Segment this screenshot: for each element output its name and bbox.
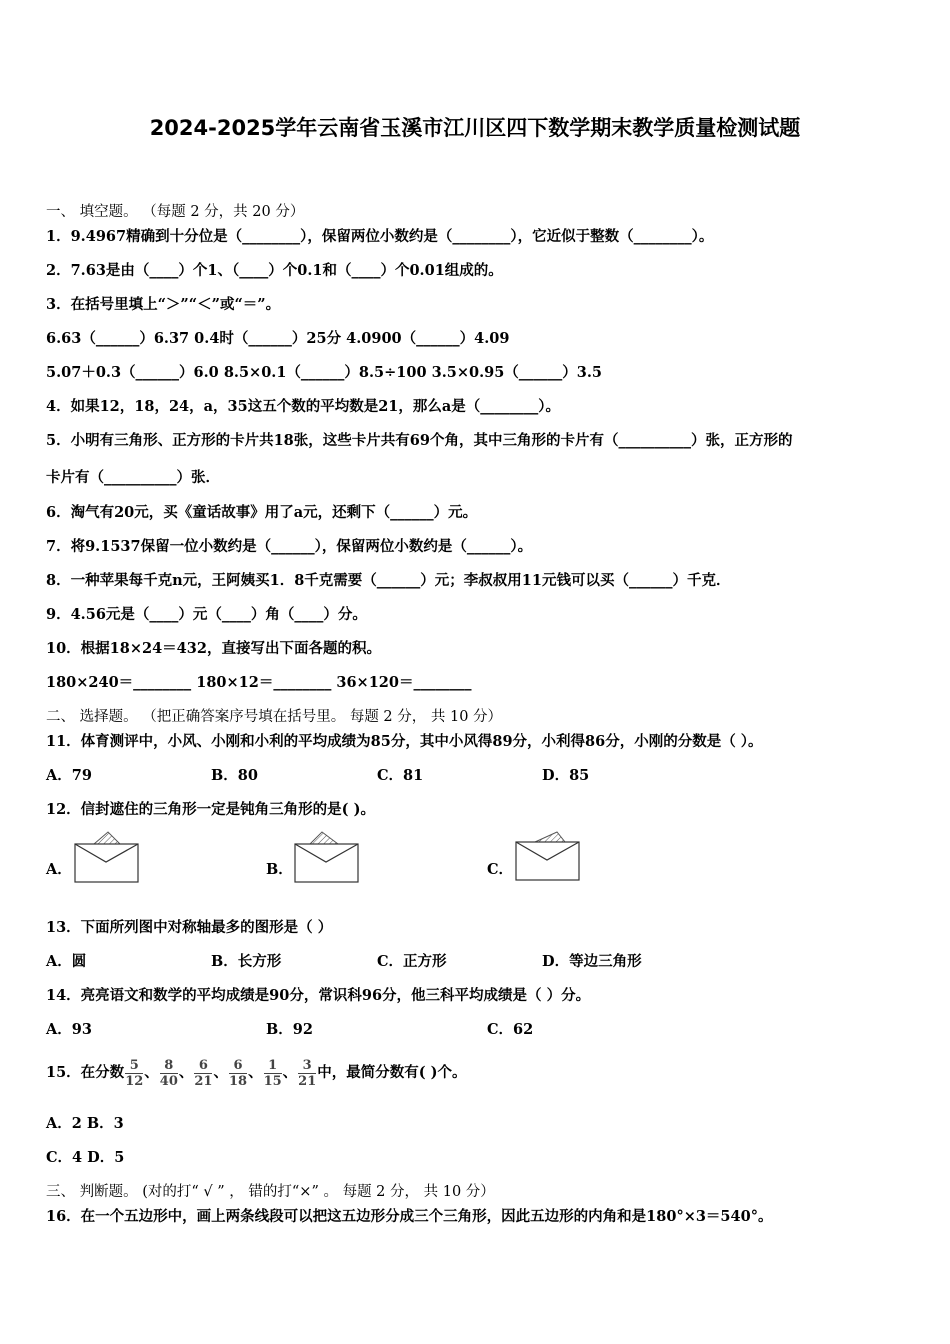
q14-option-a: A．93	[46, 1021, 92, 1038]
q12-option-a: A．	[46, 861, 72, 878]
q15-options-row-1: A．2 B．3	[46, 1115, 124, 1132]
fraction: $\frac{5}{12}$	[125, 1057, 144, 1089]
q14-option-c: C．62	[487, 1021, 534, 1038]
q13-option-c: C．正方形	[377, 953, 447, 970]
section-3-heading: 三、 判断题。 (对的打“ √ ” ， 错的打“×” 。 每题 2 分， 共 10 分）	[46, 1184, 495, 1200]
question-3-row-b: 5.07＋0.3（______）6.0 8.5×0.1（______）8.5÷100 3.5×0.95（______）3.5	[46, 364, 603, 381]
q11-option-c: C．81	[377, 767, 424, 784]
q12-option-b: B．	[266, 861, 293, 878]
question-4: 4．如果12，18，24，a，35这五个数的平均数是21，那么a是（________）。	[46, 398, 561, 415]
page-title: 2024-2025学年云南省玉溪市江川区四下数学期末教学质量检测试题	[149, 116, 801, 140]
envelope-b-figure	[292, 830, 362, 886]
question-11: 11．体育测评中，小风、小刚和小利的平均成绩为85分，其中小风得89分，小利得86分，小刚的分数是（ ）。	[46, 733, 763, 750]
question-6: 6．淘气有20元，买《童话故事》用了a元，还剩下（______）元。	[46, 504, 478, 521]
question-10: 10．根据18×24＝432，直接写出下面各题的积。	[46, 640, 381, 657]
q13-option-b: B．长方形	[211, 953, 282, 970]
fraction: $\frac{8}{40}$	[159, 1057, 178, 1089]
question-1: 1．9.4967精确到十分位是（________），保留两位小数约是（________），它近似于整数（________）。	[46, 228, 714, 245]
fraction: $\frac{1}{15}$	[263, 1057, 282, 1089]
question-9: 9．4.56元是（____）元（____）角（____）分。	[46, 606, 367, 623]
q15-options-row-2: C．4 D．5	[46, 1149, 125, 1166]
question-8: 8．一种苹果每千克n元，王阿姨买1．8千克需要（______）元；李叔叔用11元钱可以买（______）千克．	[46, 572, 731, 589]
fraction: $\frac{3}{21}$	[298, 1057, 317, 1089]
q13-option-a: A．圆	[46, 953, 87, 970]
question-2: 2．7.63是由（____）个1、（____）个0.1和（____）个0.01组成的。	[46, 262, 503, 279]
envelope-a-figure	[72, 830, 142, 886]
q14-option-b: B．92	[266, 1021, 313, 1038]
q15-prefix: 15．在分数	[46, 1064, 125, 1081]
q11-option-d: D．85	[542, 767, 590, 784]
question-15: 15．在分数 $\frac{5}{12}$ 、 $\frac{8}{40}$ 、 $\frac{6}{21}$ 、 $\frac{6}{18}$ 、 $\frac{1}{15}$ 、 $\frac{3}{21}$ 中，最简分数有( )个。	[46, 1057, 467, 1089]
question-3: 3．在括号里填上“＞”“＜”或“＝”。	[46, 296, 281, 313]
question-10-items: 180×240＝________ 180×12＝________ 36×120＝________	[46, 674, 472, 691]
question-5-line-1: 5．小明有三角形、正方形的卡片共18张，这些卡片共有69个角，其中三角形的卡片有（__________）张，正方形的	[46, 432, 793, 449]
section-1-heading: 一、 填空题。 （每题 2 分，共 20 分）	[46, 204, 305, 220]
fraction: $\frac{6}{18}$	[228, 1057, 248, 1089]
q12-option-c: C．	[487, 861, 514, 878]
question-5-line-2: 卡片有（__________）张．	[46, 469, 220, 486]
question-14: 14．亮亮语文和数学的平均成绩是90分，常识科96分，他三科平均成绩是（ ）分。	[46, 987, 591, 1004]
question-13: 13．下面所列图中对称轴最多的图形是（ ）	[46, 919, 333, 936]
envelope-c-figure	[513, 828, 583, 884]
q11-option-b: B．80	[211, 767, 258, 784]
question-12: 12．信封遮住的三角形一定是钝角三角形的是( )。	[46, 801, 375, 818]
fraction: $\frac{6}{21}$	[194, 1057, 213, 1089]
question-7: 7．将9.1537保留一位小数约是（______），保留两位小数约是（______）。	[46, 538, 533, 555]
question-3-row-a: 6.63（______）6.37 0.4时（______）25分 4.0900（______）4.09	[46, 330, 510, 347]
q13-option-d: D．等边三角形	[542, 953, 642, 970]
q15-suffix: 中，最简分数有( )个。	[317, 1064, 467, 1081]
question-16: 16．在一个五边形中，画上两条线段可以把这五边形分成三个三角形，因此五边形的内角和是180°×3＝540°。	[46, 1208, 773, 1225]
section-2-heading: 二、 选择题。 （把正确答案序号填在括号里。 每题 2 分， 共 10 分）	[46, 709, 503, 725]
q11-option-a: A．79	[46, 767, 92, 784]
